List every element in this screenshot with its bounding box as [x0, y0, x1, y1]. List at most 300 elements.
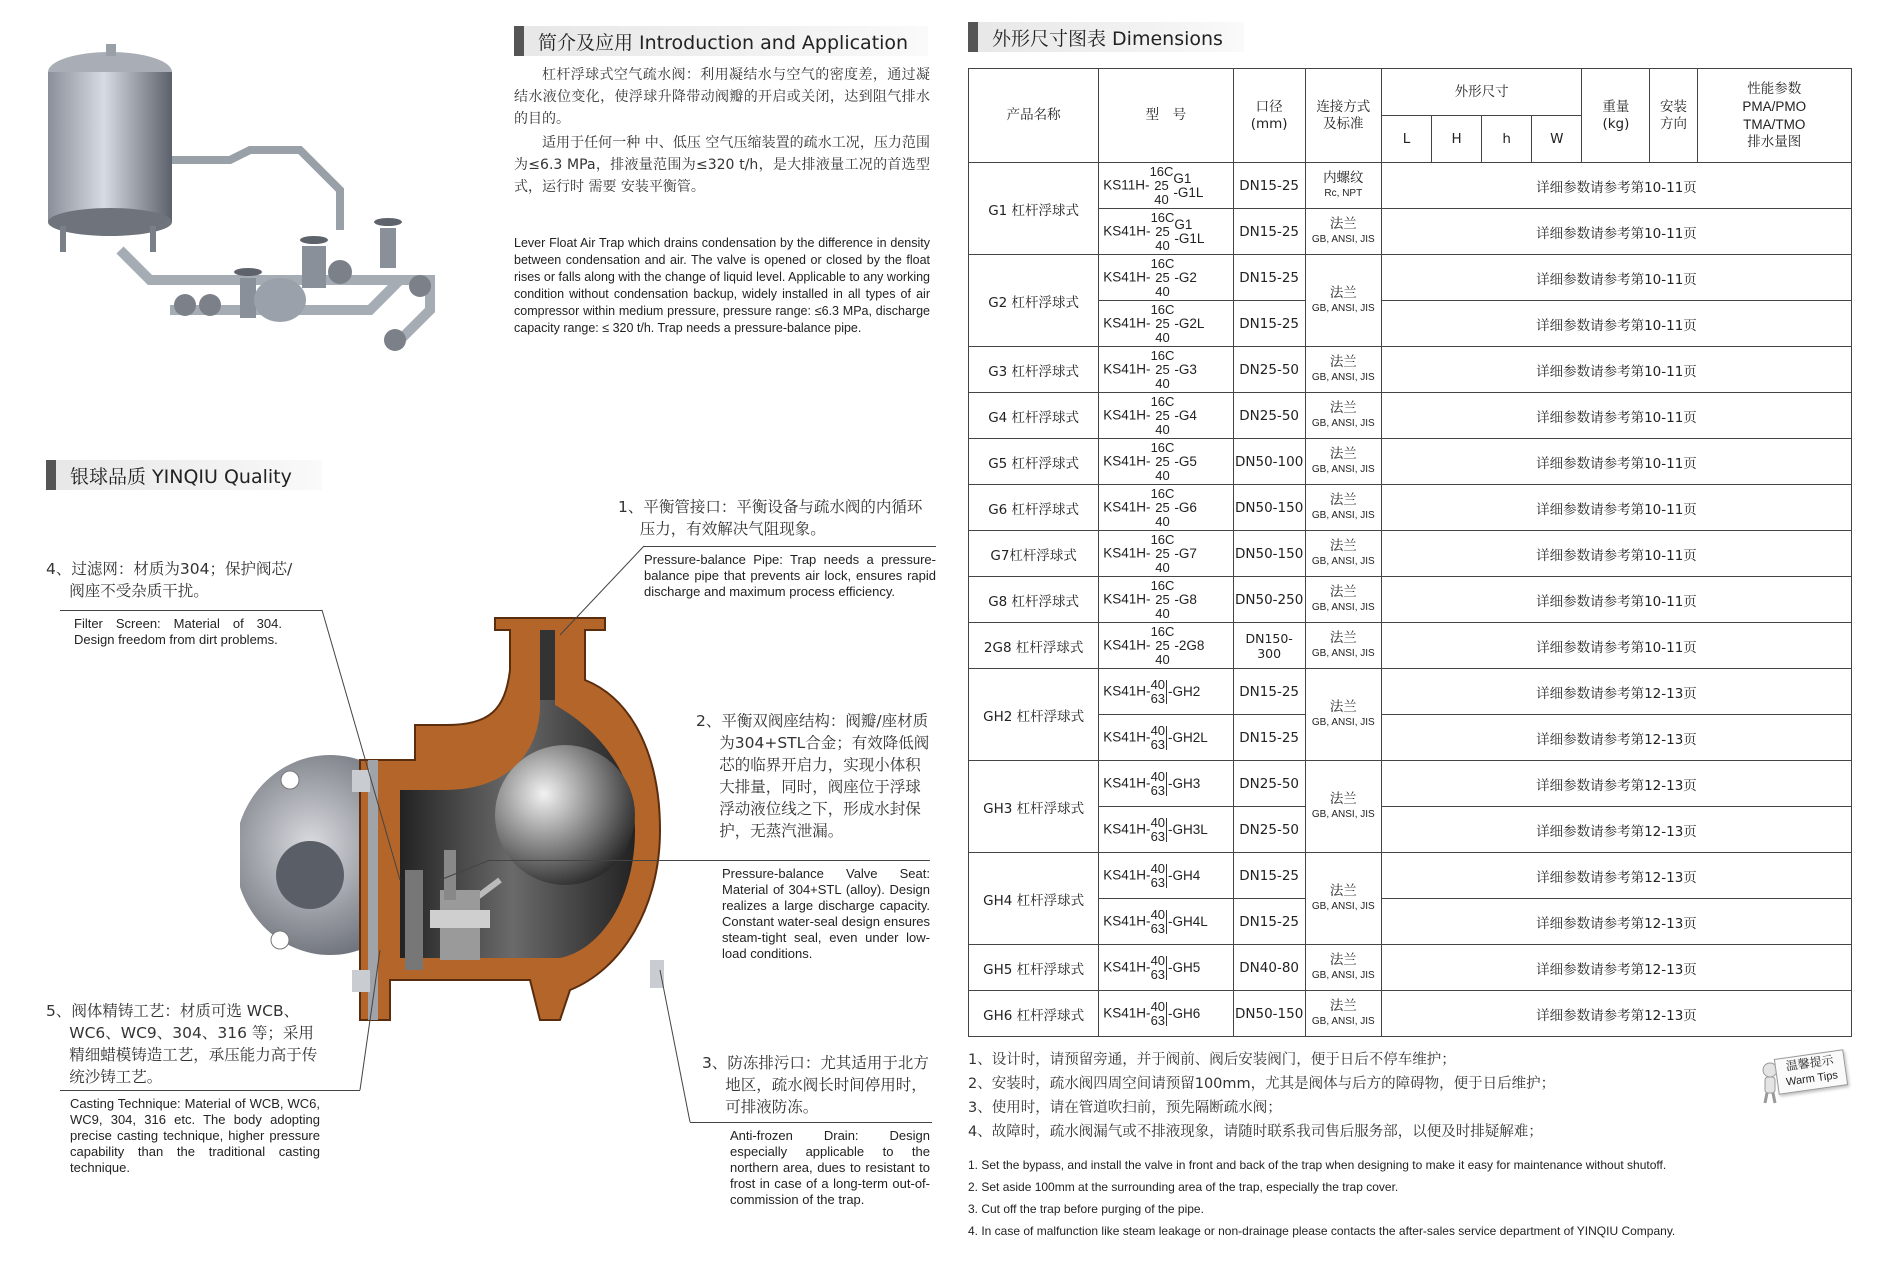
- model-pressure: 25: [1155, 315, 1170, 331]
- cell-bore: DN25-50: [1233, 393, 1305, 439]
- callout-5-en: Casting Technique: Material of WCB, WC6, WC9, 304, 316 etc. The body adopting precise casting technique, higher pressure capability than the traditional casting technique.: [70, 1096, 320, 1175]
- model-prefix: KS41H-: [1103, 1005, 1151, 1021]
- connection-type: 法兰: [1329, 537, 1357, 554]
- note-cn-4: 4、故障时，疏水阀漏气或不排液现象，请随时联系我司售后服务部，以便及时排疑解难；: [968, 1124, 1543, 1140]
- model-prefix: KS41H-: [1103, 591, 1151, 607]
- cell-model: [1099, 255, 1233, 301]
- cell-bore: DN25-50: [1233, 761, 1305, 807]
- model-suffix-stack: [1174, 218, 1204, 246]
- cell-reference: 详细参数请参考第12-13页: [1381, 761, 1851, 807]
- cell-connection: [1305, 439, 1381, 485]
- cell-connection: [1305, 485, 1381, 531]
- model-suffix: -G5: [1174, 453, 1197, 469]
- callout-1-en: Pressure-balance Pipe: Trap needs a pressure-balance pipe that prevents air lock, ensures rapid discharge and maximum process efficiency.: [644, 552, 936, 599]
- heading-bar: [514, 26, 524, 56]
- model-divider: [1166, 772, 1167, 796]
- cell-connection: [1305, 163, 1381, 209]
- header-bore-label: 口径: [1255, 98, 1283, 115]
- cell-bore: DN15-25: [1233, 899, 1305, 945]
- model-divider: [1166, 818, 1167, 842]
- model-pressure: 25: [1155, 269, 1170, 285]
- model-pressure-stack: [1151, 441, 1175, 483]
- table-row: [969, 945, 1852, 991]
- model-pressure-stack: [1151, 395, 1175, 437]
- model-pressure: 63: [1150, 1012, 1166, 1028]
- note-en-3: 3. Cut off the trap before purging of the pipe.: [968, 1202, 1204, 1216]
- intro-cn-p2: 适用于任何一种 中、低压 空气压缩装置的疏水工况，压力范围为≤6.3 MPa，排液量范围为≤320 t/h，是大排液量工况的首选型式，运行时 需要 安装平衡管。: [514, 135, 930, 195]
- cell-bore: DN15-25: [1233, 669, 1305, 715]
- cell-model: [1099, 393, 1233, 439]
- header-size: 外形尺寸: [1381, 69, 1581, 116]
- model-suffix-stack: [1174, 409, 1197, 423]
- header-perf-2: PMA/PMO: [1742, 98, 1807, 114]
- header-W: W: [1532, 116, 1582, 163]
- cell-product: G2 杠杆浮球式: [969, 255, 1099, 347]
- model-suffix-stack: [1174, 593, 1197, 607]
- model-pressure-stack: [1151, 908, 1165, 936]
- connection-standard: GB, ANSI, JIS: [1311, 509, 1375, 521]
- connection-standard: GB, ANSI, JIS: [1311, 716, 1375, 728]
- connection-standard: GB, ANSI, JIS: [1311, 555, 1375, 567]
- cell-product: G4 杠杆浮球式: [969, 393, 1099, 439]
- table-row: [969, 163, 1852, 209]
- cell-product: G1 杠杆浮球式: [969, 163, 1099, 255]
- model-pressure-stack: [1151, 533, 1175, 575]
- model-pressure: 25: [1155, 407, 1170, 423]
- cell-bore: DN50-150: [1233, 485, 1305, 531]
- model-prefix: KS41H-: [1103, 499, 1151, 515]
- model-suffix: -G2: [1174, 269, 1197, 285]
- model-divider: [1166, 910, 1167, 934]
- model-pressure: 40: [1155, 329, 1170, 345]
- connection-standard: GB, ANSI, JIS: [1311, 233, 1375, 245]
- cell-connection: [1305, 761, 1381, 853]
- model-pressure: 40: [1155, 283, 1170, 299]
- callout-3-en: Anti-frozen Drain: Design especially applicable to the northern area, dues to resistant to frost in case of a long-term out-of-commission of the trap.: [730, 1128, 930, 1207]
- dimensions-heading-text: 外形尺寸图表 Dimensions: [992, 27, 1223, 50]
- model-prefix: KS41H-: [1103, 637, 1151, 653]
- model-suffix-stack: [1174, 547, 1197, 561]
- model-suffix-stack: [1174, 639, 1204, 653]
- model-pressure: 25: [1155, 453, 1170, 469]
- cell-model: [1099, 623, 1233, 669]
- model-pressure: 40: [1150, 952, 1166, 968]
- model-suffix: -GH2: [1168, 683, 1201, 699]
- cell-product: G6 杠杆浮球式: [969, 485, 1099, 531]
- model-suffix: G1: [1174, 216, 1193, 232]
- note-en-2: 2. Set aside 100mm at the surrounding area of the trap, especially the trap cover.: [968, 1180, 1399, 1194]
- connection-type: 法兰: [1329, 997, 1357, 1014]
- model-pressure-stack: [1151, 954, 1165, 982]
- cell-connection: [1305, 853, 1381, 945]
- connection-standard: GB, ANSI, JIS: [1311, 302, 1375, 314]
- callout-3-rule: [690, 1122, 932, 1123]
- model-pressure: 40: [1150, 906, 1166, 922]
- table-row: [969, 991, 1852, 1037]
- table-row: [969, 577, 1852, 623]
- cell-reference: 详细参数请参考第12-13页: [1381, 807, 1851, 853]
- model-pressure: 40: [1155, 651, 1170, 667]
- model-pressure: 25: [1155, 361, 1170, 377]
- model-divider: [1166, 956, 1167, 980]
- model-pressure: 40: [1155, 467, 1170, 483]
- cell-reference: 详细参数请参考第12-13页: [1381, 991, 1851, 1037]
- dimensions-heading: [968, 22, 1244, 52]
- model-suffix-stack: [1173, 172, 1203, 200]
- model-pressure: 63: [1150, 690, 1166, 706]
- model-pressure: 25: [1155, 545, 1170, 561]
- model-divider: [1166, 680, 1167, 704]
- model-pressure: 40: [1150, 722, 1166, 738]
- model-pressure: 25: [1155, 591, 1170, 607]
- model-suffix: -GH6: [1168, 1005, 1201, 1021]
- model-pressure-stack: [1151, 579, 1175, 621]
- model-suffix-stack: [1168, 961, 1200, 975]
- model-suffix: -G3: [1174, 361, 1197, 377]
- notes-en: [968, 1154, 1675, 1242]
- header-H: H: [1432, 116, 1482, 163]
- cell-reference: 详细参数请参考第10-11页: [1381, 163, 1851, 209]
- header-h: h: [1482, 116, 1532, 163]
- cell-model: [1099, 715, 1233, 761]
- model-suffix: -2G8: [1174, 637, 1205, 653]
- model-suffix: G1: [1173, 170, 1192, 186]
- model-prefix: KS41H-: [1103, 361, 1151, 377]
- cell-model: [1099, 163, 1233, 209]
- cell-product: 2G8 杠杆浮球式: [969, 623, 1099, 669]
- model-pressure-stack: [1151, 770, 1165, 798]
- cell-connection: [1305, 347, 1381, 393]
- cell-reference: 详细参数请参考第10-11页: [1381, 439, 1851, 485]
- header-install-label: 安装: [1660, 98, 1688, 115]
- model-pressure: 25: [1155, 223, 1170, 239]
- cell-reference: 详细参数请参考第12-13页: [1381, 899, 1851, 945]
- cell-connection: [1305, 255, 1381, 347]
- model-prefix: KS41H-: [1103, 959, 1151, 975]
- model-suffix-stack: [1168, 869, 1200, 883]
- cell-connection: [1305, 393, 1381, 439]
- callout-1-cn: 1、平衡管接口：平衡设备与疏水阀的内循环压力，有效解决气阻现象。: [618, 498, 923, 538]
- table-row: [969, 301, 1852, 347]
- heading-bar: [46, 460, 56, 490]
- header-perf-4: 排水量图: [1747, 133, 1802, 150]
- connection-type: 法兰: [1329, 445, 1357, 462]
- header-weight: [1582, 69, 1650, 163]
- model-pressure-stack: [1150, 165, 1174, 207]
- cell-model: [1099, 531, 1233, 577]
- model-pressure: 63: [1150, 874, 1166, 890]
- model-prefix: KS41H-: [1103, 867, 1151, 883]
- callout-1-rule: [644, 546, 936, 547]
- table-row: [969, 209, 1852, 255]
- cell-bore: DN50-100: [1233, 439, 1305, 485]
- connection-type: 法兰: [1329, 491, 1357, 508]
- callout-2-cn: 2、平衡双阀座结构：阀瓣/座材质为304+STL合金；有效降低阀芯的临界开启力，实现小体积大排量，同时，阀座位于浮球浮动液位线之下，形成水封保护，无蒸汽泄漏。: [696, 712, 930, 840]
- model-suffix-stack: [1174, 363, 1197, 377]
- header-model: 型 号: [1099, 69, 1233, 163]
- model-suffix-stack: [1168, 915, 1208, 929]
- model-divider: [1166, 726, 1167, 750]
- connection-type: 法兰: [1329, 399, 1357, 416]
- model-pressure-stack: [1151, 1000, 1165, 1028]
- model-prefix: KS41H-: [1103, 407, 1151, 423]
- model-pressure: 63: [1150, 782, 1166, 798]
- header-weight-label: 重量: [1602, 98, 1630, 115]
- model-pressure: 40: [1150, 998, 1166, 1014]
- table-row: [969, 531, 1852, 577]
- dimensions-table: [968, 68, 1852, 1037]
- connection-type: 法兰: [1329, 284, 1357, 301]
- cell-bore: DN15-25: [1233, 853, 1305, 899]
- intro-heading: [514, 26, 928, 56]
- callout-4-cn: 4、过滤网：材质为304；保护阀芯/阀座不受杂质干扰。: [46, 560, 293, 600]
- cell-connection: [1305, 577, 1381, 623]
- cell-reference: 详细参数请参考第10-11页: [1381, 623, 1851, 669]
- header-install-label2: 方向: [1660, 115, 1688, 132]
- model-prefix: KS41H-: [1103, 821, 1151, 837]
- connection-type: 法兰: [1329, 790, 1357, 807]
- model-pressure: 16C: [1150, 255, 1175, 271]
- connection-standard: GB, ANSI, JIS: [1311, 601, 1375, 613]
- connection-type: 法兰: [1329, 583, 1357, 600]
- model-suffix-stack: [1174, 455, 1197, 469]
- trap-cutaway-illustration: [240, 610, 680, 1030]
- model-prefix: KS41H-: [1103, 683, 1151, 699]
- model-suffix-stack: [1168, 777, 1200, 791]
- table-row: [969, 669, 1852, 715]
- model-pressure: 16C: [1150, 393, 1175, 409]
- header-weight-unit: (kg): [1602, 115, 1630, 132]
- cell-bore: DN40-80: [1233, 945, 1305, 991]
- model-suffix-stack: [1168, 823, 1208, 837]
- model-pressure: 16C: [1149, 163, 1174, 179]
- model-pressure: 63: [1150, 920, 1166, 936]
- cell-bore: DN150-300: [1233, 623, 1305, 669]
- note-cn-1: 1、设计时，请预留旁通，并于阀前、阀后安装阀门，便于日后不停车维护；: [968, 1052, 1456, 1068]
- model-pressure: 40: [1154, 191, 1169, 207]
- cell-connection: [1305, 209, 1381, 255]
- model-pressure: 40: [1155, 375, 1170, 391]
- note-en-4: 4. In case of malfunction like steam leakage or non-drainage please contacts the after-sales service department of YINQIU Company.: [968, 1224, 1676, 1238]
- model-pressure: 25: [1155, 637, 1170, 653]
- cell-model: [1099, 577, 1233, 623]
- connection-standard: GB, ANSI, JIS: [1311, 808, 1375, 820]
- connection-standard: Rc, NPT: [1324, 187, 1363, 199]
- table-row: [969, 853, 1852, 899]
- connection-standard: GB, ANSI, JIS: [1311, 969, 1375, 981]
- model-pressure-stack: [1151, 349, 1175, 391]
- table-row: [969, 807, 1852, 853]
- callout-5-rule: [60, 1090, 360, 1091]
- model-suffix: -G6: [1174, 499, 1197, 515]
- callout-5-cn: 5、阀体精铸工艺：材质可选 WCB、WC6、WC9、304、316 等；采用精细蜡模铸造工艺，承压能力高于传统沙铸工艺。: [46, 1002, 318, 1086]
- model-prefix: KS41H-: [1103, 913, 1151, 929]
- model-pressure: 25: [1155, 499, 1170, 515]
- model-suffix: -GH3: [1168, 775, 1201, 791]
- cell-reference: 详细参数请参考第10-11页: [1381, 485, 1851, 531]
- connection-type: 法兰: [1329, 698, 1357, 715]
- model-suffix: -G8: [1174, 591, 1197, 607]
- connection-standard: GB, ANSI, JIS: [1311, 1015, 1375, 1027]
- connection-type: 内螺纹: [1323, 169, 1364, 186]
- model-pressure: 16C: [1150, 531, 1175, 547]
- model-pressure-stack: [1151, 816, 1165, 844]
- intro-en: Lever Float Air Trap which drains condensation by the difference in density between condensation and air. The valve is opened or closed by the float rises or falls along with the change of liquid level. Applicable to any working condition without condensation backup, widely installed in all types of air compressor within medium pressure, pressure range: ≤6.3 MPa, discharge capacity range: ≤ 320 t/h. Trap needs a pressure-balance pipe.: [514, 236, 930, 335]
- cell-model: [1099, 899, 1233, 945]
- cell-model: [1099, 991, 1233, 1037]
- callout-2-en: Pressure-balance Valve Seat: Material of 304+STL (alloy). Design realizes a large discharge capacity. Constant water-seal design ensures steam-tight seal, even under low-load conditions.: [722, 866, 930, 961]
- model-suffix: -G2L: [1174, 315, 1205, 331]
- cell-model: [1099, 347, 1233, 393]
- model-suffix-stack: [1168, 731, 1208, 745]
- cell-model: [1099, 439, 1233, 485]
- model-pressure: 40: [1155, 237, 1170, 253]
- connection-standard: GB, ANSI, JIS: [1311, 463, 1375, 475]
- model-pressure: 40: [1150, 860, 1166, 876]
- connection-standard: GB, ANSI, JIS: [1311, 647, 1375, 659]
- model-suffix: -GH4L: [1168, 913, 1208, 929]
- heading-bar: [968, 22, 978, 52]
- cell-model: [1099, 485, 1233, 531]
- model-suffix-stack: [1174, 317, 1204, 331]
- connection-type: 法兰: [1329, 215, 1357, 232]
- model-suffix-stack: [1174, 271, 1197, 285]
- connection-type: 法兰: [1329, 951, 1357, 968]
- note-cn-2: 2、安装时，疏水阀四周空间请预留100mm，尤其是阀体与后方的障碍物，便于日后维护；: [968, 1076, 1556, 1092]
- model-pressure: 63: [1150, 828, 1166, 844]
- cell-product: GH3 杠杆浮球式: [969, 761, 1099, 853]
- model-pressure: 16C: [1150, 347, 1175, 363]
- model-prefix: KS11H-: [1103, 177, 1150, 193]
- cell-model: [1099, 853, 1233, 899]
- connection-type: 法兰: [1329, 353, 1357, 370]
- model-suffix-stack: [1168, 1007, 1200, 1021]
- header-conn-label: 连接方式: [1316, 98, 1371, 115]
- model-pressure: 40: [1155, 559, 1170, 575]
- model-pressure: 63: [1150, 966, 1166, 982]
- cell-bore: DN50-150: [1233, 531, 1305, 577]
- table-row: [969, 761, 1852, 807]
- cell-product: G7杠杆浮球式: [969, 531, 1099, 577]
- cell-bore: DN15-25: [1233, 255, 1305, 301]
- model-prefix: KS41H-: [1103, 775, 1151, 791]
- callout-4-rule: [60, 610, 322, 611]
- intro-cn-p1: 杠杆浮球式空气疏水阀：利用凝结水与空气的密度差，通过凝结水液位变化，使浮球升降带动阀瓣的开启或关闭，达到阻气排水的目的。: [514, 67, 930, 127]
- model-suffix: -G7: [1174, 545, 1197, 561]
- table-row: [969, 899, 1852, 945]
- cell-reference: 详细参数请参考第12-13页: [1381, 945, 1851, 991]
- cell-bore: DN15-25: [1233, 715, 1305, 761]
- model-suffix: -G1L: [1174, 230, 1205, 246]
- model-pressure: 40: [1155, 513, 1170, 529]
- callout-3-cn: 3、防冻排污口：尤其适用于北方地区，疏水阀长时间停用时，可排液防冻。: [702, 1054, 929, 1116]
- table-row: [969, 623, 1852, 669]
- model-pressure: 25: [1154, 177, 1169, 193]
- connection-type: 法兰: [1329, 629, 1357, 646]
- cell-product: GH6 杠杆浮球式: [969, 991, 1099, 1037]
- header-install: [1650, 69, 1697, 163]
- model-pressure-stack: [1151, 862, 1165, 890]
- model-divider: [1166, 1002, 1167, 1026]
- header-perf: [1697, 69, 1851, 163]
- tip-cn: 温馨提示: [1784, 1052, 1835, 1074]
- model-pressure: 16C: [1150, 439, 1175, 455]
- cell-bore: DN50-150: [1233, 991, 1305, 1037]
- model-pressure: 16C: [1150, 301, 1175, 317]
- table-row: [969, 393, 1852, 439]
- notes-cn: [968, 1048, 1555, 1144]
- cell-reference: 详细参数请参考第10-11页: [1381, 393, 1851, 439]
- table-row: [969, 439, 1852, 485]
- header-product: 产品名称: [969, 69, 1099, 163]
- callout-2-rule: [490, 860, 930, 861]
- model-prefix: KS41H-: [1103, 315, 1151, 331]
- quality-heading: [46, 460, 322, 490]
- model-divider: [1166, 864, 1167, 888]
- table-row: [969, 485, 1852, 531]
- model-pressure: 40: [1150, 676, 1166, 692]
- header-perf-1: 性能参数: [1747, 80, 1802, 97]
- cell-reference: 详细参数请参考第10-11页: [1381, 209, 1851, 255]
- header-conn-label2: 及标准: [1323, 115, 1364, 132]
- header-bore-unit: (mm): [1250, 115, 1288, 132]
- cell-product: GH5 杠杆浮球式: [969, 945, 1099, 991]
- cell-model: [1099, 807, 1233, 853]
- model-suffix: -G4: [1174, 407, 1197, 423]
- model-pressure-stack: [1151, 678, 1165, 706]
- cell-product: G5 杠杆浮球式: [969, 439, 1099, 485]
- cell-connection: [1305, 531, 1381, 577]
- tip-en: Warm Tips: [1785, 1069, 1839, 1089]
- table-row: [969, 255, 1852, 301]
- connection-standard: GB, ANSI, JIS: [1311, 371, 1375, 383]
- note-en-1: 1. Set the bypass, and install the valve in front and back of the trap when designing to make it easy for maintenance without shutoff.: [968, 1158, 1667, 1172]
- cell-model: [1099, 301, 1233, 347]
- cell-reference: 详细参数请参考第10-11页: [1381, 577, 1851, 623]
- header-perf-3: TMA/TMO: [1743, 116, 1806, 132]
- cell-bore: DN25-50: [1233, 807, 1305, 853]
- system-illustration: [40, 40, 480, 370]
- model-suffix: -GH3L: [1168, 821, 1208, 837]
- cell-model: [1099, 761, 1233, 807]
- cell-model: [1099, 945, 1233, 991]
- model-pressure: 40: [1150, 768, 1166, 784]
- table-row: [969, 715, 1852, 761]
- model-pressure: 40: [1150, 814, 1166, 830]
- cell-reference: 详细参数请参考第12-13页: [1381, 715, 1851, 761]
- header-conn: [1305, 69, 1381, 163]
- connection-standard: GB, ANSI, JIS: [1311, 417, 1375, 429]
- cell-reference: 详细参数请参考第12-13页: [1381, 669, 1851, 715]
- cell-product: GH2 杠杆浮球式: [969, 669, 1099, 761]
- cell-model: [1099, 669, 1233, 715]
- connection-type: 法兰: [1329, 882, 1357, 899]
- cell-connection: [1305, 945, 1381, 991]
- model-suffix-stack: [1168, 685, 1200, 699]
- model-pressure-stack: [1151, 211, 1175, 253]
- model-pressure: 16C: [1150, 485, 1175, 501]
- model-pressure-stack: [1151, 625, 1175, 667]
- header-bore: [1233, 69, 1305, 163]
- model-prefix: KS41H-: [1103, 545, 1151, 561]
- model-prefix: KS41H-: [1103, 453, 1151, 469]
- cell-product: GH4 杠杆浮球式: [969, 853, 1099, 945]
- cell-reference: 详细参数请参考第10-11页: [1381, 347, 1851, 393]
- model-suffix: -GH5: [1168, 959, 1201, 975]
- cell-bore: DN15-25: [1233, 163, 1305, 209]
- quality-heading-text: 银球品质 YINQIU Quality: [70, 465, 292, 488]
- cell-product: G8 杠杆浮球式: [969, 577, 1099, 623]
